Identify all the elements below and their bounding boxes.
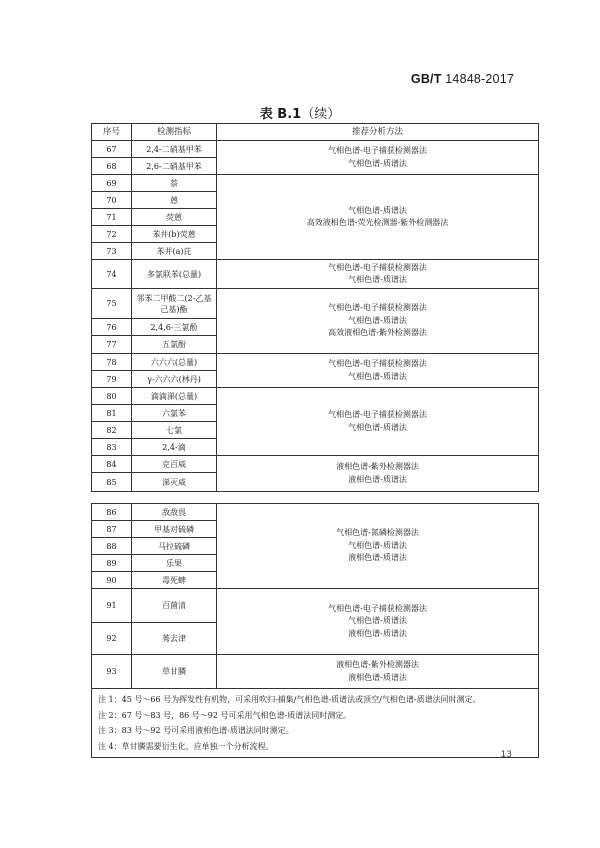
indicator-cell: 七氯	[132, 422, 217, 439]
row-number-cell: 82	[92, 422, 132, 439]
indicator-cell: 2,4-二硝基甲苯	[132, 141, 217, 158]
method-line: 气相色谱-质谱法	[348, 158, 407, 168]
row-number-cell: 68	[92, 158, 132, 175]
method-line: 气相色谱-电子捕获检测器法	[328, 603, 427, 613]
row-number-cell: 67	[92, 141, 132, 158]
method-line: 气相色谱-质谱法	[348, 616, 407, 626]
row-number-cell: 78	[92, 354, 132, 371]
page-number: 13	[500, 750, 512, 760]
method-cell	[217, 141, 539, 175]
main-table	[91, 123, 539, 492]
row-number-cell: 74	[92, 260, 132, 289]
method-line: 气相色谱-质谱法	[348, 275, 407, 284]
method-cell	[217, 388, 539, 456]
method-line: 气相色谱-电子捕获检测器法	[328, 146, 427, 155]
method-cell	[217, 175, 539, 260]
method-cell	[217, 655, 539, 689]
indicator-cell: 苯并(a)芘	[132, 243, 217, 260]
table-title	[0, 103, 600, 122]
table-title-label: 表 B.1	[259, 107, 302, 122]
indicator-cell: 滴滴涕(总量)	[132, 388, 217, 405]
method-line: 气相色谱-电子捕获检测器法	[328, 262, 427, 272]
table-row	[92, 388, 539, 405]
method-line: 液相色谱-质谱法	[348, 672, 407, 682]
table-header-row	[92, 124, 539, 141]
note-1: 注 1：45 号～66 号为挥发性有机物，可采用吹扫-捕集/气相色谱-质谱法或顶空/气相色谱-质谱法同时测定。	[98, 695, 481, 704]
indicator-cell: 草甘膦	[132, 655, 217, 689]
row-number-cell: 86	[92, 504, 132, 521]
header-indicator: 检测指标	[132, 124, 217, 141]
header-no: 序号	[92, 124, 132, 141]
row-number-cell: 75	[92, 289, 132, 319]
row-number-cell: 79	[92, 371, 132, 388]
indicator-cell: 2,6-二硝基甲苯	[132, 158, 217, 175]
indicator-cell: 莠去津	[132, 623, 217, 655]
row-number-cell: 77	[92, 336, 132, 354]
method-line: 液相色谱-紫外检测器法	[336, 462, 419, 471]
indicator-cell: 六氯苯	[132, 405, 217, 422]
method-line: 液相色谱-质谱法	[348, 553, 407, 563]
standard-number: 14848-2017	[445, 72, 514, 86]
row-number-cell: 70	[92, 192, 132, 209]
standard-code	[411, 72, 514, 86]
row-number-cell: 83	[92, 439, 132, 456]
method-line: 高效液相色谱-荧光检测器-紫外检测器法	[306, 218, 449, 227]
method-line: 液相色谱-质谱法	[348, 474, 407, 484]
indicator-cell: 毒死蜱	[132, 572, 217, 589]
indicator-cell: 涕灭威	[132, 473, 217, 492]
table-row	[92, 289, 539, 319]
table-row	[92, 655, 539, 689]
row-number-cell: 76	[92, 319, 132, 336]
indicator-cell: γ-六六六(林丹)	[132, 371, 217, 388]
row-number-cell: 73	[92, 243, 132, 260]
method-line: 液相色谱-紫外检测器法	[336, 660, 419, 669]
indicator-cell: 百菌清	[132, 589, 217, 623]
row-number-cell: 89	[92, 555, 132, 572]
method-line: 气相色谱-电子捕获检测器法	[328, 359, 427, 368]
row-number-cell: 93	[92, 655, 132, 689]
indicator-cell: 克百威	[132, 456, 217, 473]
continuation-table	[91, 503, 539, 758]
header-method: 推荐分析方法	[217, 124, 539, 141]
table-row	[92, 260, 539, 289]
row-number-cell: 69	[92, 175, 132, 192]
method-line: 气相色谱-质谱法	[348, 371, 407, 381]
method-cell	[217, 504, 539, 589]
notes-cell	[92, 689, 539, 758]
continuation-table-body	[92, 504, 539, 689]
row-number-cell: 92	[92, 623, 132, 655]
row-number-cell: 72	[92, 226, 132, 243]
notes-row	[92, 689, 539, 758]
indicator-cell: 甲基对硫磷	[132, 521, 217, 538]
row-number-cell: 88	[92, 538, 132, 555]
indicator-cell: 萘	[132, 175, 217, 192]
indicator-cell: 敌敌畏	[132, 504, 217, 521]
row-number-cell: 90	[92, 572, 132, 589]
table-row	[92, 175, 539, 192]
indicator-cell: 多氯联苯(总量)	[132, 260, 217, 289]
row-number-cell: 71	[92, 209, 132, 226]
table-row	[92, 504, 539, 521]
indicator-cell: 五氯酚	[132, 336, 217, 354]
method-line: 液相色谱-质谱法	[348, 628, 407, 638]
method-cell	[217, 354, 539, 388]
table-row	[92, 456, 539, 473]
notes-section	[92, 689, 539, 758]
method-line: 高效液相色谱-紫外检测器法	[328, 328, 427, 338]
method-line: 气相色谱-质谱法	[348, 422, 407, 432]
table-row	[92, 589, 539, 623]
indicator-cell: 邻苯二甲酸二(2-乙基己基)酯	[132, 289, 217, 319]
indicator-cell: 六六六(总量)	[132, 354, 217, 371]
indicator-cell: 乐果	[132, 555, 217, 572]
row-number-cell: 80	[92, 388, 132, 405]
main-table-body	[92, 124, 539, 492]
method-cell	[217, 589, 539, 655]
row-number-cell: 85	[92, 473, 132, 492]
indicator-cell: 2,4,6-三氯酚	[132, 319, 217, 336]
method-line: 气相色谱-氮磷检测器法	[336, 528, 419, 538]
indicator-cell: 马拉硫磷	[132, 538, 217, 555]
row-number-cell: 81	[92, 405, 132, 422]
row-number-cell: 87	[92, 521, 132, 538]
method-line: 气相色谱-电子捕获检测器法	[328, 410, 427, 419]
table-row	[92, 354, 539, 371]
row-number-cell: 91	[92, 589, 132, 623]
row-number-cell: 84	[92, 456, 132, 473]
table-title-suffix: （续）	[301, 107, 341, 122]
note-2: 注 2：67 号～83 号，86 号～92 号可采用气相色谱-质谱法同时测定。	[98, 710, 352, 720]
standard-prefix: GB/T	[410, 72, 442, 86]
indicator-cell: 2,4-滴	[132, 439, 217, 456]
method-cell	[217, 456, 539, 492]
indicator-cell: 苯并(b)荧蒽	[132, 226, 217, 243]
note-4: 注 4：草甘膦需要衍生化，应单独一个分析流程。	[98, 741, 274, 751]
method-cell	[217, 260, 539, 289]
indicator-cell: 荧蒽	[132, 209, 217, 226]
table-row	[92, 141, 539, 158]
method-line: 气相色谱-质谱法	[348, 315, 407, 325]
indicator-cell: 蒽	[132, 192, 217, 209]
method-line: 气相色谱-质谱法	[348, 205, 407, 215]
note-3: 注 3：83 号～92 号可采用液相色谱-质谱法同时测定。	[98, 726, 294, 735]
method-line: 气相色谱-电子捕获检测器法	[328, 303, 427, 313]
method-cell	[217, 289, 539, 354]
method-line: 气相色谱-质谱法	[348, 540, 407, 550]
